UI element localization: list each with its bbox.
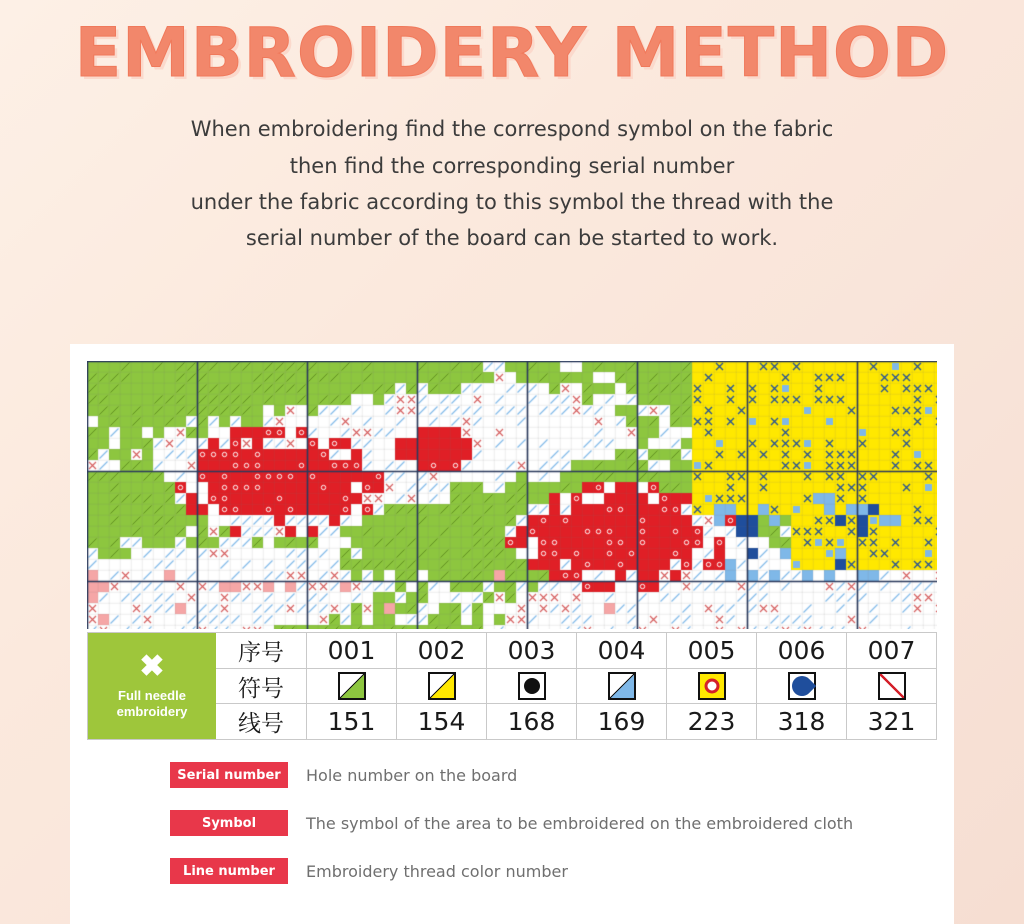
symbol-321-icon [878,672,906,700]
symbol-header: 符号 [216,669,307,704]
key-text-symbol: The symbol of the area to be embroidered on the embroidered cloth [306,813,854,833]
intro-line-1: When embroidering find the correspond symbol on the fabric [190,117,834,142]
symbol-223-icon [698,672,726,700]
line-number-row [216,704,936,739]
key-explanation-list [170,762,930,906]
symbol-row [216,669,936,705]
serial-number-cell: 004 [577,633,667,668]
symbol-cell-169 [577,669,667,704]
serial-number-cell: 005 [667,633,757,668]
line-number-cell: 169 [577,704,667,739]
symbol-cell-154 [397,669,487,704]
serial-number-cell: 001 [307,633,397,668]
full-needle-embroidery-badge [88,633,216,739]
symbol-151-icon [338,672,366,700]
line-number-header: 线号 [216,704,307,739]
symbol-169-icon [608,672,636,700]
serial-number-cell: 007 [867,635,916,665]
intro-line-4: serial number of the board can be started to work. [245,225,779,250]
symbol-cell-321 [847,669,936,704]
key-row-symbol [170,810,930,836]
cross-stitch-x-icon: ✖ [139,649,165,683]
line-number-cell: 151 [307,704,397,739]
symbol-legend-table [87,632,937,740]
line-number-cell: 168 [487,704,577,739]
cross-stitch-pattern-preview [87,361,937,629]
intro-line-3: under the fabric according to this symbol the thread with the [190,189,834,214]
badge-line-1: Full needle [118,687,186,703]
symbol-cell-151 [307,669,397,704]
key-badge-serial-number: Serial number [170,762,288,788]
intro-paragraph [102,111,922,255]
key-text-line-number: Embroidery thread color number [306,861,568,881]
symbol-318-icon [788,672,816,700]
badge-line-2: embroidery [116,704,188,719]
page-title: EMBROIDERY METHOD [74,14,950,93]
serial-number-cell: 002 [397,633,487,668]
instruction-card [70,344,954,924]
key-text-serial-number: Hole number on the board [306,765,518,785]
legend-rows [216,633,936,739]
serial-number-cell: 006 [757,633,847,668]
line-number-cell: 223 [667,704,757,739]
key-badge-line-number: Line number [170,858,288,884]
line-number-cell: 154 [397,704,487,739]
symbol-168-icon [518,672,546,700]
key-badge-symbol: Symbol [170,810,288,836]
line-number-cell: 321 [867,707,916,737]
serial-number-row [216,633,936,669]
symbol-154-icon [428,672,456,700]
line-number-cell: 318 [757,704,847,739]
serial-number-header: 序号 [216,633,307,668]
key-row-serial-number [170,762,930,788]
symbol-cell-168 [487,669,577,704]
pattern-canvas [87,361,937,629]
symbol-cell-223 [667,669,757,704]
intro-line-2: then find the corresponding serial number [289,153,735,178]
key-row-line-number [170,858,930,884]
serial-number-cell: 003 [487,633,577,668]
symbol-cell-318 [757,669,847,704]
